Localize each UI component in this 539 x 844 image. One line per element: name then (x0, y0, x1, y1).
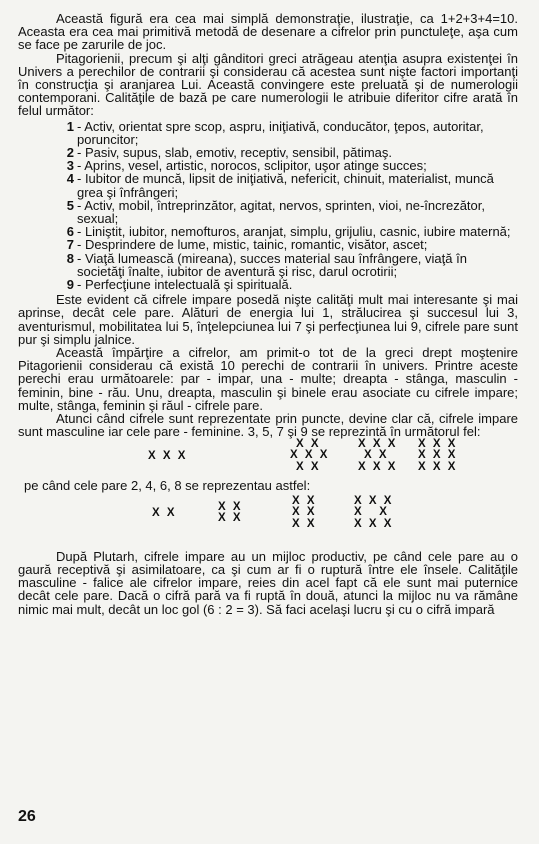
odd-figure-nine-wrap (18, 439, 518, 453)
figure-three: X X X (148, 449, 188, 462)
list-item: 4 - Iubitor de muncă, lipsit de iniţiativă, nefericit, chinuit, materialist, muncă grea şi înfrângeri; (66, 171, 494, 200)
paragraph-5: Atunci când cifrele sunt reprezentate prin puncte, devine clar că, cifrele impare sunt masculine iar cele pare - feminine. 3, 5, 7 şi 9 se reprezintă în următorul fel: (18, 411, 518, 440)
list-item: 7 - Desprindere de lume, mistic, tainic, romantic, visător, ascet; (66, 237, 428, 253)
number-qualities-list (18, 120, 518, 292)
page-body (18, 12, 518, 616)
list-item: 9 - Perfecţiune intelectuală şi spirituală. (66, 277, 293, 293)
figure-five: X X X X X X X (290, 437, 330, 473)
figure-seven: X X X X X X X X (358, 437, 398, 473)
paragraph-3: Este evident că cifrele impare posedă nişte calităţi mult mai interesante şi mai aprinse, decât cele pare. Alături de energia lui 1, strălucirea şi succesul lui 3, aventurismul, mobilitatea lui 5, înţelepciunea lui 7 şi perfecţiunea lui 9, cifrele pare sunt pur şi simplu jalnice. (18, 292, 518, 347)
even-numbers-figure (18, 492, 518, 550)
list-item: 5 - Activ, mobil, întreprinzător, agitat, nervos, sprinten, vioi, ne-încrezător, sexual; (66, 197, 485, 227)
list-item: 6 - Liniştit, iubitor, nemofturos, aranjat, simplu, grijuliu, casnic, iubire maternă; (66, 224, 511, 240)
page-number: 26 (18, 808, 36, 825)
figure-two: X X (152, 506, 177, 519)
figure-eight: X X X X X X X X (354, 494, 394, 530)
figure-nine: X X X X X X X X X (418, 437, 458, 473)
figure-six: X X X X X X (292, 494, 317, 530)
list-item: 1 - Activ, orientat spre scop, aspru, iniţiativă, conducător, ţepos, autoritar, poruncitor; (66, 118, 484, 147)
list-item: 2 - Pasiv, supus, slab, emotiv, receptiv, sensibil, pătimaş. (66, 145, 393, 161)
paragraph-4: Această împărţire a cifrelor, am primit-o tot de la greci drept moştenire Pitagorienii considerau că există 10 perechi de contrarii în univers. Printre aceste perechi erau următoarele: par - impar, una - multe; dreapta - stânga, masculin - feminin, bine - rău. Unu, dreapta, masculin şi binele erau asociate cu cifrele impare; multe, stânga, feminin şi răul - cifrele pare. (18, 345, 518, 413)
paragraph-2: Pitagorienii, precum şi alţi gânditori greci atrăgeau atenţia asupra existenţei în Univers a perechilor de contrarii şi considerau că acestea sunt nişte factori importanţi în construcţia şi aranjarea Lui. Această convingere este preluată şi de numerologii contemporani. Calităţile de bază pe care numerologii le atribuie diferitor cifre arată în felul următor: (18, 50, 518, 119)
paragraph-6: pe când cele pare 2, 4, 6, 8 se reprezentau astfel: (24, 477, 311, 493)
paragraph-7: După Plutarh, cifrele impare au un mijloc productiv, pe când cele pare au o gaură receptivă şi asimilatoare, ca şi cum ar fi o ruptură între ele însele. Calităţile masculine - falice ale cifrelor impare, reies din acel fapt că ele sunt mai puternice decât cele pare. Dacă o cifră pară va fi ruptă în două, atunci la mijloc nu va rămâne nimic mai mult, decât un loc gol (6 : 2 = 3). Să faci acelaşi lucru şi cu o cifră impară (18, 548, 518, 617)
list-item: 3 - Aprins, vesel, artistic, norocos, sclipitor, uşor atinge succes; (66, 158, 427, 174)
paragraph-1: Această figură era cea mai simplă demonstraţie, ilustraţie, ca 1+2+3+4=10. Aceasta era cea mai primitivă metodă de desenare a cifrelor prin punctuleţe, aşa cum se face pe zarurile de joc. (18, 11, 518, 53)
list-item: 8 - Viaţă lumească (mireana), succes material sau înfrângere, viaţă în societăţi înalte, iubitor de aventură şi risc, darul ocrotirii; (66, 250, 467, 279)
figure-four: X X X X (218, 500, 243, 525)
